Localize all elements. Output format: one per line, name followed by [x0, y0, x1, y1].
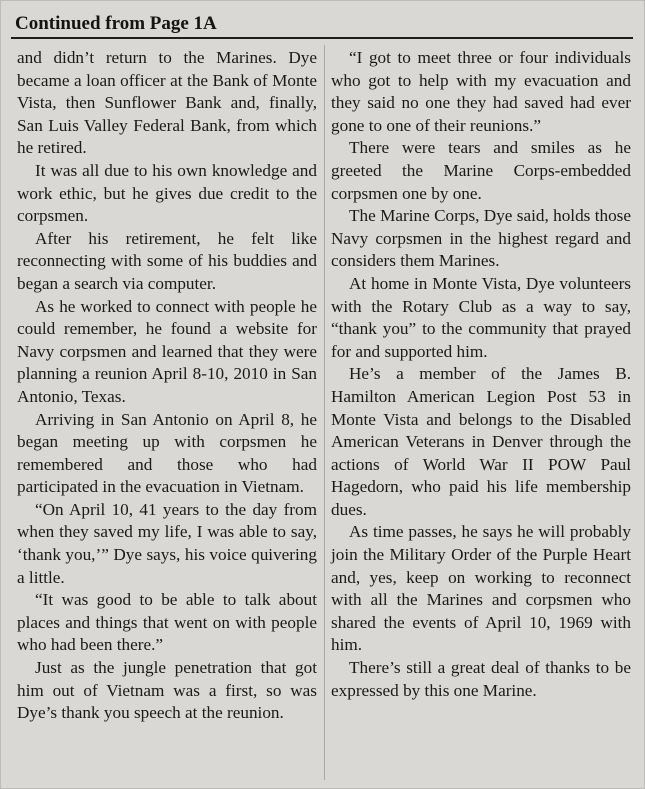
column-divider — [324, 45, 325, 780]
paragraph: “I got to meet three or four individuals who got to help with my evacuation and they said no one they had saved had ever gone to one of their reunions.” — [331, 48, 631, 135]
paragraph: The Marine Corps, Dye said, holds those Navy corpsmen in the highest regard and considers them Marines. — [331, 206, 631, 271]
article-column-left — [17, 47, 317, 725]
paragraph: “It was good to be able to talk about places and things that went on with people who had been there.” — [17, 590, 317, 655]
paragraph: There were tears and smiles as he greeted the Marine Corps-embedded corpsmen one by one. — [331, 138, 631, 203]
continuation-header — [11, 11, 633, 39]
paragraph: Arriving in San Antonio on April 8, he began meeting up with corpsmen he remembered and those who had participated in the evacuation in Vietnam. — [17, 409, 317, 497]
paragraph: As time passes, he says he will probably join the Military Order of the Purple Heart and, yes, keep on working to reconnect with all the Marines and corpsmen who shared the events of April 10, 1969 with him. — [331, 522, 631, 655]
continuation-title: Continued from Page 1A — [15, 13, 217, 34]
paragraph: He’s a member of the James B. Hamilton American Legion Post 53 in Monte Vista and belongs to the Disabled American Veterans in Denver through the actions of World War II POW Paul Hagedorn, who paid his life membership dues. — [331, 364, 631, 519]
paragraph: As he worked to connect with people he could remember, he found a website for Navy corpsmen and learned that they were planning a reunion April 8-10, 2010 in San Antonio, Texas. — [17, 296, 317, 406]
paragraph: Just as the jungle penetration that got him out of Vietnam was a first, so was Dye’s thank you speech at the reunion. — [17, 658, 317, 723]
header-rule — [11, 37, 633, 39]
paragraph: At home in Monte Vista, Dye volunteers with the Rotary Club as a way to say, “thank you” to the community that prayed for and supported him. — [331, 273, 631, 361]
paragraph: There’s still a great deal of thanks to be expressed by this one Marine. — [331, 658, 631, 700]
paragraph: After his retirement, he felt like reconnecting with some of his buddies and began a search via computer. — [17, 228, 317, 293]
paragraph: It was all due to his own knowledge and work ethic, but he gives due credit to the corpsmen. — [17, 160, 317, 226]
paragraph: and didn’t return to the Marines. Dye became a loan officer at the Bank of Monte Vista, then Sunflower Bank and, finally, San Luis Valley Federal Bank, from which he retired. — [17, 48, 317, 158]
paragraph: “On April 10, 41 years to the day from when they saved my life, I was able to say, ‘thank you,’” Dye says, his voice quivering a little. — [17, 499, 317, 587]
article-column-right — [331, 47, 631, 702]
